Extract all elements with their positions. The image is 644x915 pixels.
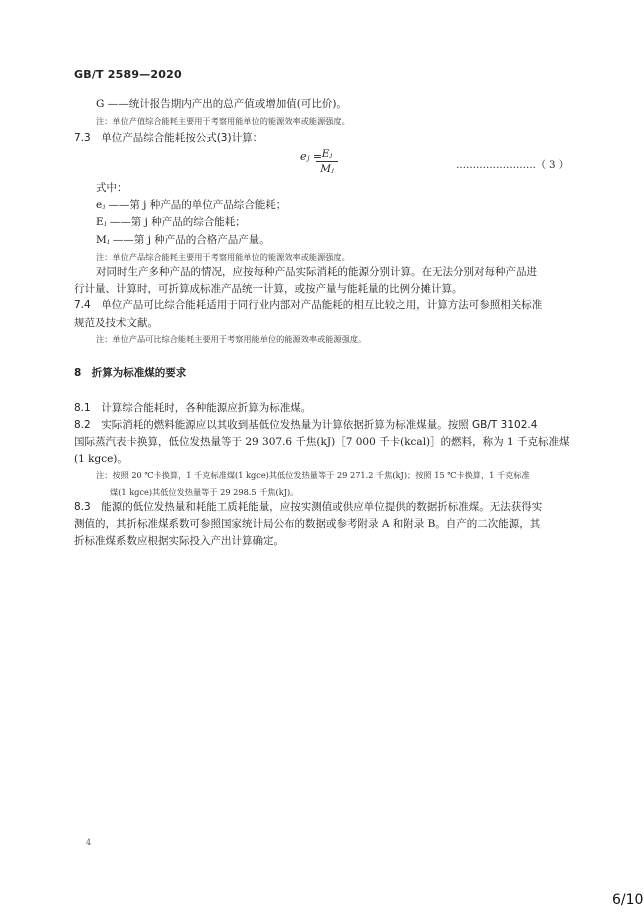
equation-number: ……………………（ 3 ） — [456, 160, 569, 171]
section-8-1: 8.1 计算综合能耗时，各种能源应折算为标准煤。 — [74, 402, 312, 414]
formula-numerator: Eⱼ — [316, 148, 338, 162]
note-2: 注：单位产品综合能耗主要用于考察用能单位的能源效率或能源强度。 — [96, 252, 350, 262]
page-number: 4 — [86, 838, 92, 847]
section-8-3-line-2: 测值的，其折标准煤系数可参照国家统计局公布的数据或参考附录 A 和附录 B。自产的二次能源，其 — [74, 518, 541, 530]
paragraph-multi-1: 对同时生产多种产品的情况，应按每种产品实际消耗的能源分别计算。在无法分别对每种产品进 — [96, 266, 537, 278]
ej-definition: eⱼ ——第 j 种产品的单位产品综合能耗； — [96, 199, 287, 211]
Mj-definition: Mⱼ ——第 j 种产品的合格产品产量。 — [96, 234, 270, 246]
section-8-3-line-3: 折标准煤系数应根据实际投入产出计算确定。 — [74, 535, 284, 547]
where-label: 式中： — [96, 182, 128, 194]
Ej-definition: Eⱼ ——第 j 种产品的综合能耗； — [96, 216, 246, 228]
g-definition: G ——统计报告期内产出的总产值或增加值(可比价)。 — [96, 98, 347, 110]
standard-code-header: GB/T 2589—2020 — [74, 68, 182, 81]
page-counter: 6/10 — [612, 892, 644, 908]
note-1: 注：单位产值综合能耗主要用于考察用能单位的能源效率或能源强度。 — [96, 116, 350, 126]
section-7-4-line-1: 7.4 单位产品可比综合能耗适用于同行业内部对产品能耗的相互比较之用，计算方法可参照相关标准 — [74, 299, 543, 311]
note-4-line-2: 煤(1 kgce)其低位发热量等于 29 298.5 千焦(kJ)。 — [110, 487, 299, 497]
section-8-heading: 8 折算为标准煤的要求 — [74, 367, 187, 379]
section-8-2-line-2: 国际蒸汽表卡换算，低位发热量等于 29 307.6 千焦(kJ)［7 000 千卡(kcal)］的燃料，称为 1 千克标准煤 — [74, 436, 570, 448]
formula-3 — [300, 148, 334, 175]
formula-fraction — [316, 148, 338, 175]
section-8-2-line-3: (1 kgce)。 — [74, 453, 128, 465]
paragraph-multi-2: 行计量、计算时，可折算成标准产品统一计算，或按产量与能耗量的比例分摊计算。 — [74, 283, 463, 295]
formula-denominator: Mⱼ — [320, 163, 334, 175]
note-3: 注：单位产品可比综合能耗主要用于考察用能单位的能源效率或能源强度。 — [96, 334, 367, 344]
note-4-line-1: 注：按照 20 ℃卡换算，1 千克标准煤(1 kgce)其低位发热量等于 29 271.2 千焦(kJ)；按照 15 ℃卡换算，1 千克标准 — [96, 470, 530, 480]
section-8-3-line-1: 8.3 能源的低位发热量和耗能工质耗能量，应按实测值或供应单位提供的数据折标准煤。无法获得实 — [74, 501, 543, 513]
section-7-4-line-2: 规范及技术文献。 — [74, 317, 158, 329]
formula-lhs: eⱼ = — [300, 150, 323, 163]
section-7-3: 7.3 单位产品综合能耗按公式(3)计算： — [74, 132, 264, 144]
section-8-2-line-1: 8.2 实际消耗的燃料能源应以其收到基低位发热量为计算依据折算为标准煤量。按照 GB/T 3102.4 — [74, 419, 538, 431]
